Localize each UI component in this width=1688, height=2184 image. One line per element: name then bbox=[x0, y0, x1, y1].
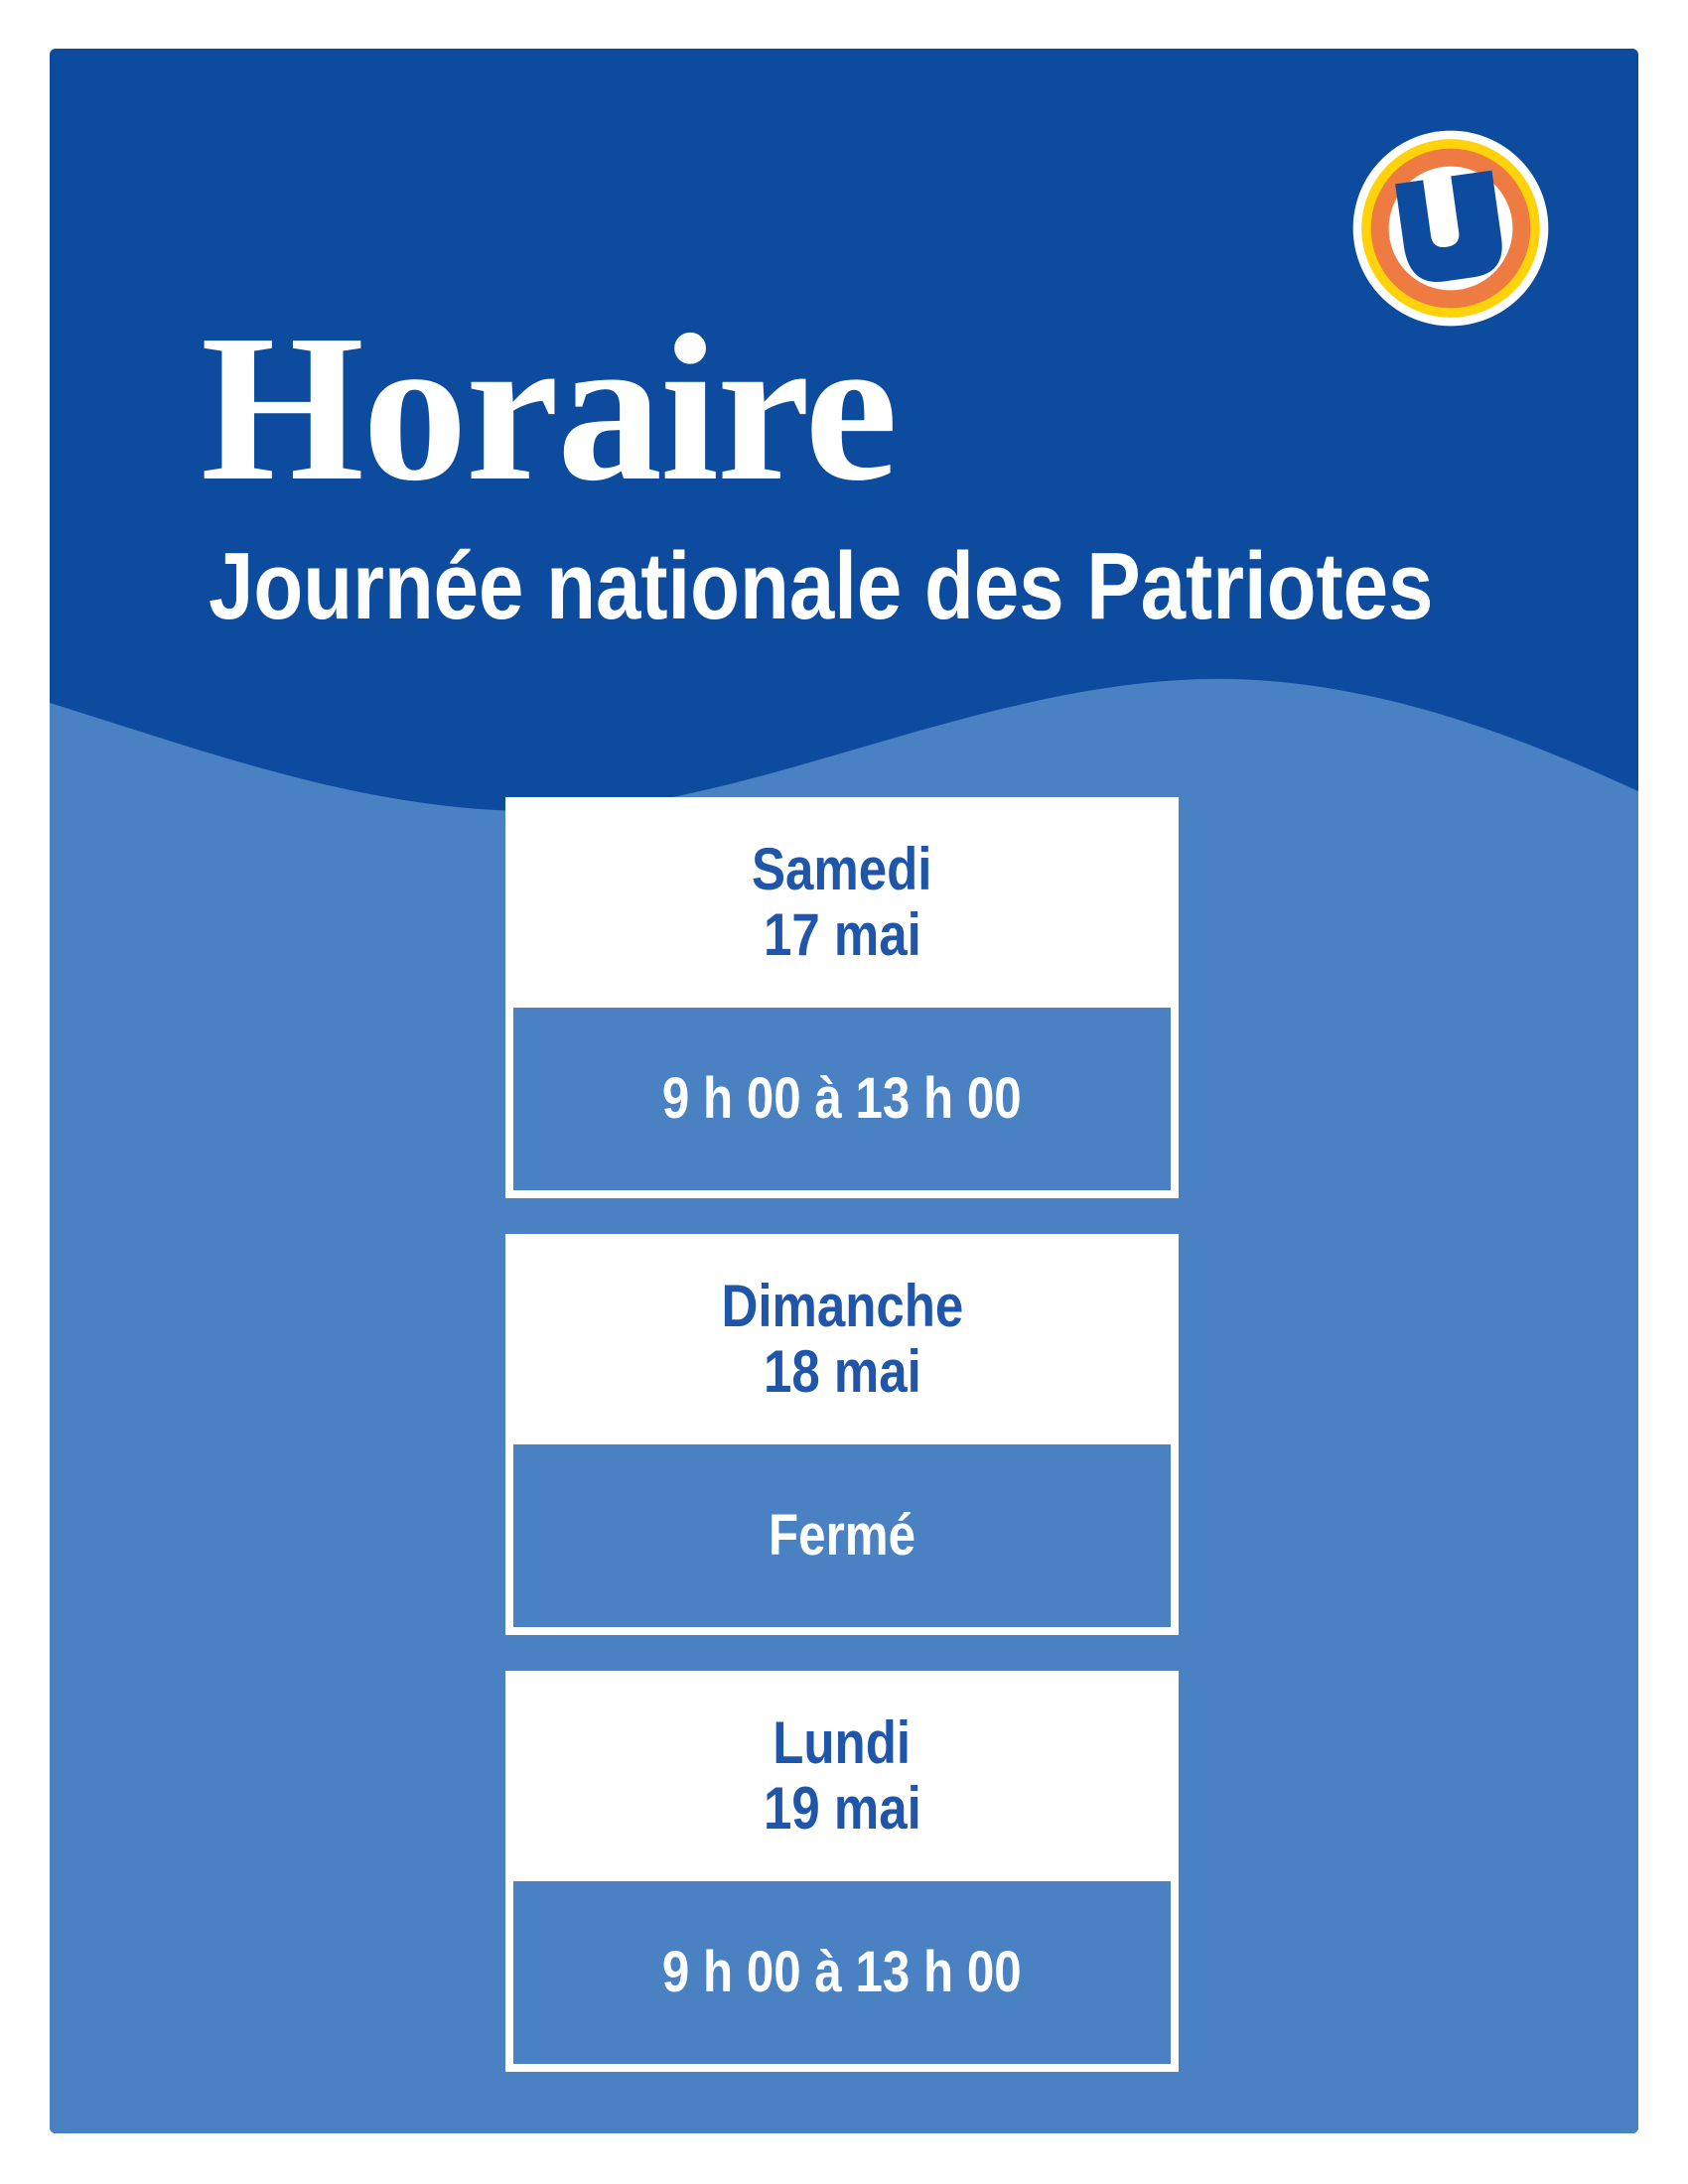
card-hours-band bbox=[513, 1881, 1171, 2064]
card-date-label: 18 mai bbox=[763, 1338, 921, 1405]
schedule-card-monday bbox=[505, 1671, 1179, 2072]
card-day-label: Lundi bbox=[773, 1709, 912, 1776]
card-hours-label: 9 h 00 à 13 h 00 bbox=[662, 1940, 1022, 2004]
card-header bbox=[505, 797, 1179, 1008]
card-date-label: 17 mai bbox=[763, 901, 921, 968]
card-hours-band bbox=[513, 1444, 1171, 1627]
poster-subtitle: Journée nationale des Patriotes bbox=[209, 533, 1434, 639]
card-header bbox=[505, 1671, 1179, 1881]
brand-logo-u-icon bbox=[1347, 125, 1554, 332]
card-date-label: 19 mai bbox=[763, 1775, 921, 1842]
poster-title: Horaire bbox=[201, 291, 897, 524]
card-hours-band bbox=[513, 1008, 1171, 1190]
card-day-label: Dimanche bbox=[721, 1273, 963, 1339]
schedule-card-sunday bbox=[505, 1234, 1179, 1635]
card-header bbox=[505, 1234, 1179, 1444]
poster-background bbox=[50, 49, 1638, 2133]
card-day-label: Samedi bbox=[752, 836, 932, 902]
schedule-card-saturday bbox=[505, 797, 1179, 1198]
schedule-card-list bbox=[505, 797, 1179, 2072]
card-hours-label: Fermé bbox=[769, 1503, 915, 1568]
card-hours-label: 9 h 00 à 13 h 00 bbox=[662, 1066, 1022, 1131]
